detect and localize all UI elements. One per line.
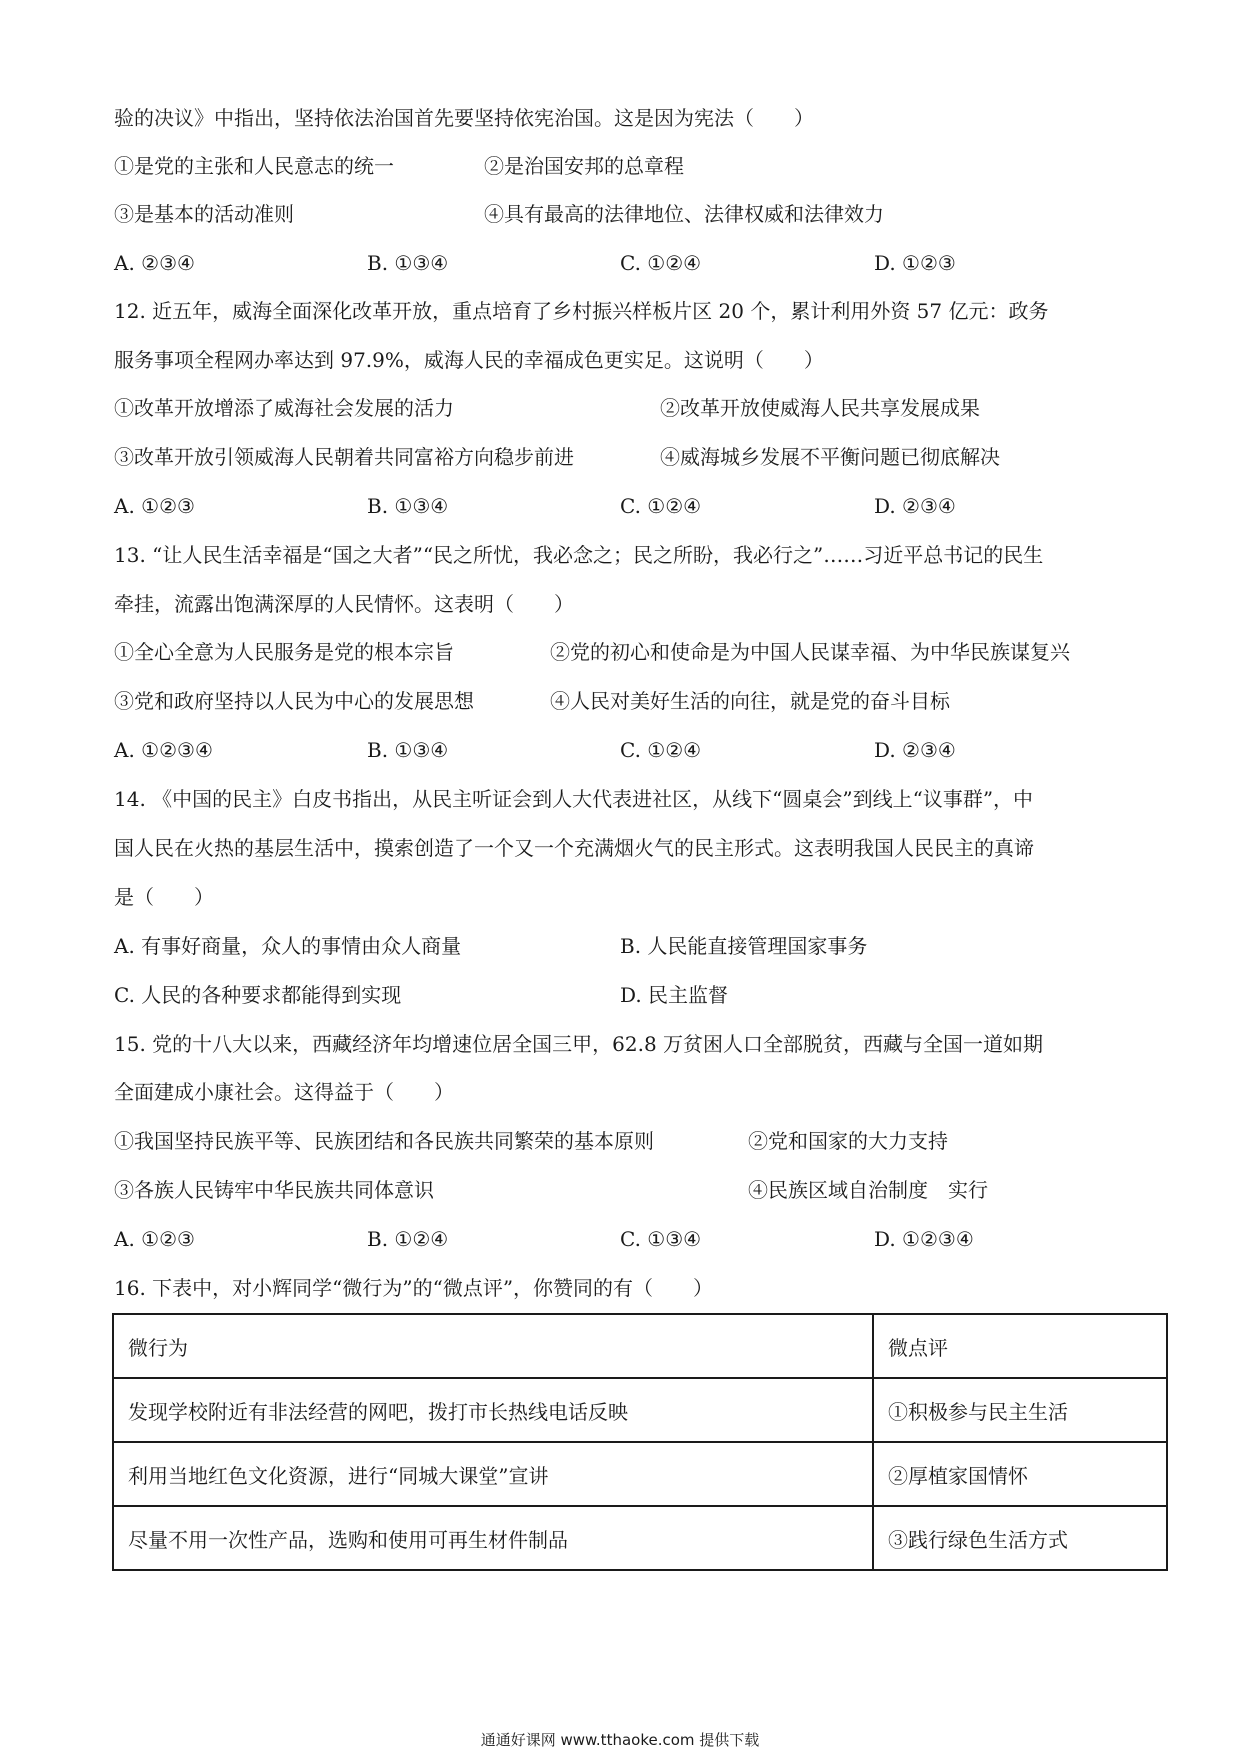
table-row [113,1442,1167,1506]
q15-option-a: A. ①②③ [114,1227,195,1251]
q15-item-4: ④民族区域自治制度 实行 [748,1178,988,1202]
table-header-cell: 微行为 [113,1314,873,1378]
q15-stem-line-2: 全面建成小康社会。这得益于（ ） [114,1080,454,1104]
q11-option-a: A. ②③④ [114,251,195,275]
q15-item-1: ①我国坚持民族平等、民族团结和各民族共同繁荣的基本原则 [114,1129,654,1153]
q12-stem-line-2: 服务事项全程网办率达到 97.9%，威海人民的幸福成色更实足。这说明（ ） [114,348,824,372]
q13-item-4: ④人民对美好生活的向往，就是党的奋斗目标 [550,689,950,713]
q12-item-2: ②改革开放使威海人民共享发展成果 [660,396,980,420]
q16-table [112,1313,1168,1571]
q15-option-b: B. ①②④ [367,1227,449,1251]
q12-option-c: C. ①②④ [620,494,702,518]
q16-stem: 16. 下表中，对小辉同学“微行为”的“微点评”，你赞同的有（ ） [114,1276,714,1300]
table-cell: ①积极参与民主生活 [873,1378,1167,1442]
q13-option-b: B. ①③④ [367,738,449,762]
q14-option-a: A. 有事好商量，众人的事情由众人商量 [114,934,462,958]
q11-item-4: ④具有最高的法律地位、法律权威和法律效力 [484,202,884,226]
q12-item-1: ①改革开放增添了威海社会发展的活力 [114,396,454,420]
q13-item-3: ③党和政府坚持以人民为中心的发展思想 [114,689,474,713]
table-cell: ③践行绿色生活方式 [873,1506,1167,1570]
q13-option-d: D. ②③④ [874,738,956,762]
q15-option-c: C. ①③④ [620,1227,702,1251]
table-row [113,1506,1167,1570]
q11-option-d: D. ①②③ [874,251,956,275]
q12-stem-line-1: 12. 近五年，威海全面深化改革开放，重点培育了乡村振兴样板片区 20 个，累计利用外资 57 亿元：政务 [114,299,1049,323]
page-footer: 通通好课网 www.tthaoke.com 提供下载 [480,1731,760,1749]
q11-item-1: ①是党的主张和人民意志的统一 [114,154,394,178]
q12-item-3: ③改革开放引领威海人民朝着共同富裕方向稳步前进 [114,445,574,469]
q12-option-d: D. ②③④ [874,494,956,518]
q15-item-3: ③各族人民铸牢中华民族共同体意识 [114,1178,434,1202]
q13-item-1: ①全心全意为人民服务是党的根本宗旨 [114,640,454,664]
q13-option-a: A. ①②③④ [114,738,213,762]
q13-stem-line-2: 牵挂，流露出饱满深厚的人民情怀。这表明（ ） [114,592,574,616]
table-cell: 发现学校附近有非法经营的网吧，拨打市长热线电话反映 [113,1378,873,1442]
q13-option-c: C. ①②④ [620,738,702,762]
q14-stem-line-3: 是（ ） [114,885,214,909]
q11-option-c: C. ①②④ [620,251,702,275]
q12-option-b: B. ①③④ [367,494,449,518]
table-cell: ②厚植家国情怀 [873,1442,1167,1506]
q14-option-c: C. 人民的各种要求都能得到实现 [114,983,402,1007]
q11-item-3: ③是基本的活动准则 [114,202,294,226]
q14-stem-line-1: 14. 《中国的民主》白皮书指出，从民主听证会到人大代表进社区，从线下“圆桌会”到线上“议事群”，中 [114,787,1034,811]
table-cell: 尽量不用一次性产品，选购和使用可再生材件制品 [113,1506,873,1570]
table-header-row [113,1314,1167,1378]
q12-option-a: A. ①②③ [114,494,195,518]
q11-item-2: ②是治国安邦的总章程 [484,154,684,178]
q15-item-2: ②党和国家的大力支持 [748,1129,948,1153]
q11-option-b: B. ①③④ [367,251,449,275]
table-cell: 利用当地红色文化资源，进行“同城大课堂”宣讲 [113,1442,873,1506]
q14-option-d: D. 民主监督 [620,983,729,1007]
q13-item-2: ②党的初心和使命是为中国人民谋幸福、为中华民族谋复兴 [550,640,1070,664]
q14-stem-line-2: 国人民在火热的基层生活中，摸索创造了一个又一个充满烟火气的民主形式。这表明我国人民民主的真谛 [114,836,1034,860]
q14-option-b: B. 人民能直接管理国家事务 [620,934,868,958]
table-header-cell: 微点评 [873,1314,1167,1378]
q11-stem: 验的决议》中指出，坚持依法治国首先要坚持依宪治国。这是因为宪法（ ） [114,106,814,130]
q13-stem-line-1: 13. “让人民生活幸福是“国之大者”“民之所忧，我必念之；民之所盼，我必行之”……习近平总书记的民生 [114,543,1044,567]
q15-option-d: D. ①②③④ [874,1227,974,1251]
table-row [113,1378,1167,1442]
q15-stem-line-1: 15. 党的十八大以来，西藏经济年均增速位居全国三甲，62.8 万贫困人口全部脱贫，西藏与全国一道如期 [114,1032,1044,1056]
q12-item-4: ④威海城乡发展不平衡问题已彻底解决 [660,445,1000,469]
